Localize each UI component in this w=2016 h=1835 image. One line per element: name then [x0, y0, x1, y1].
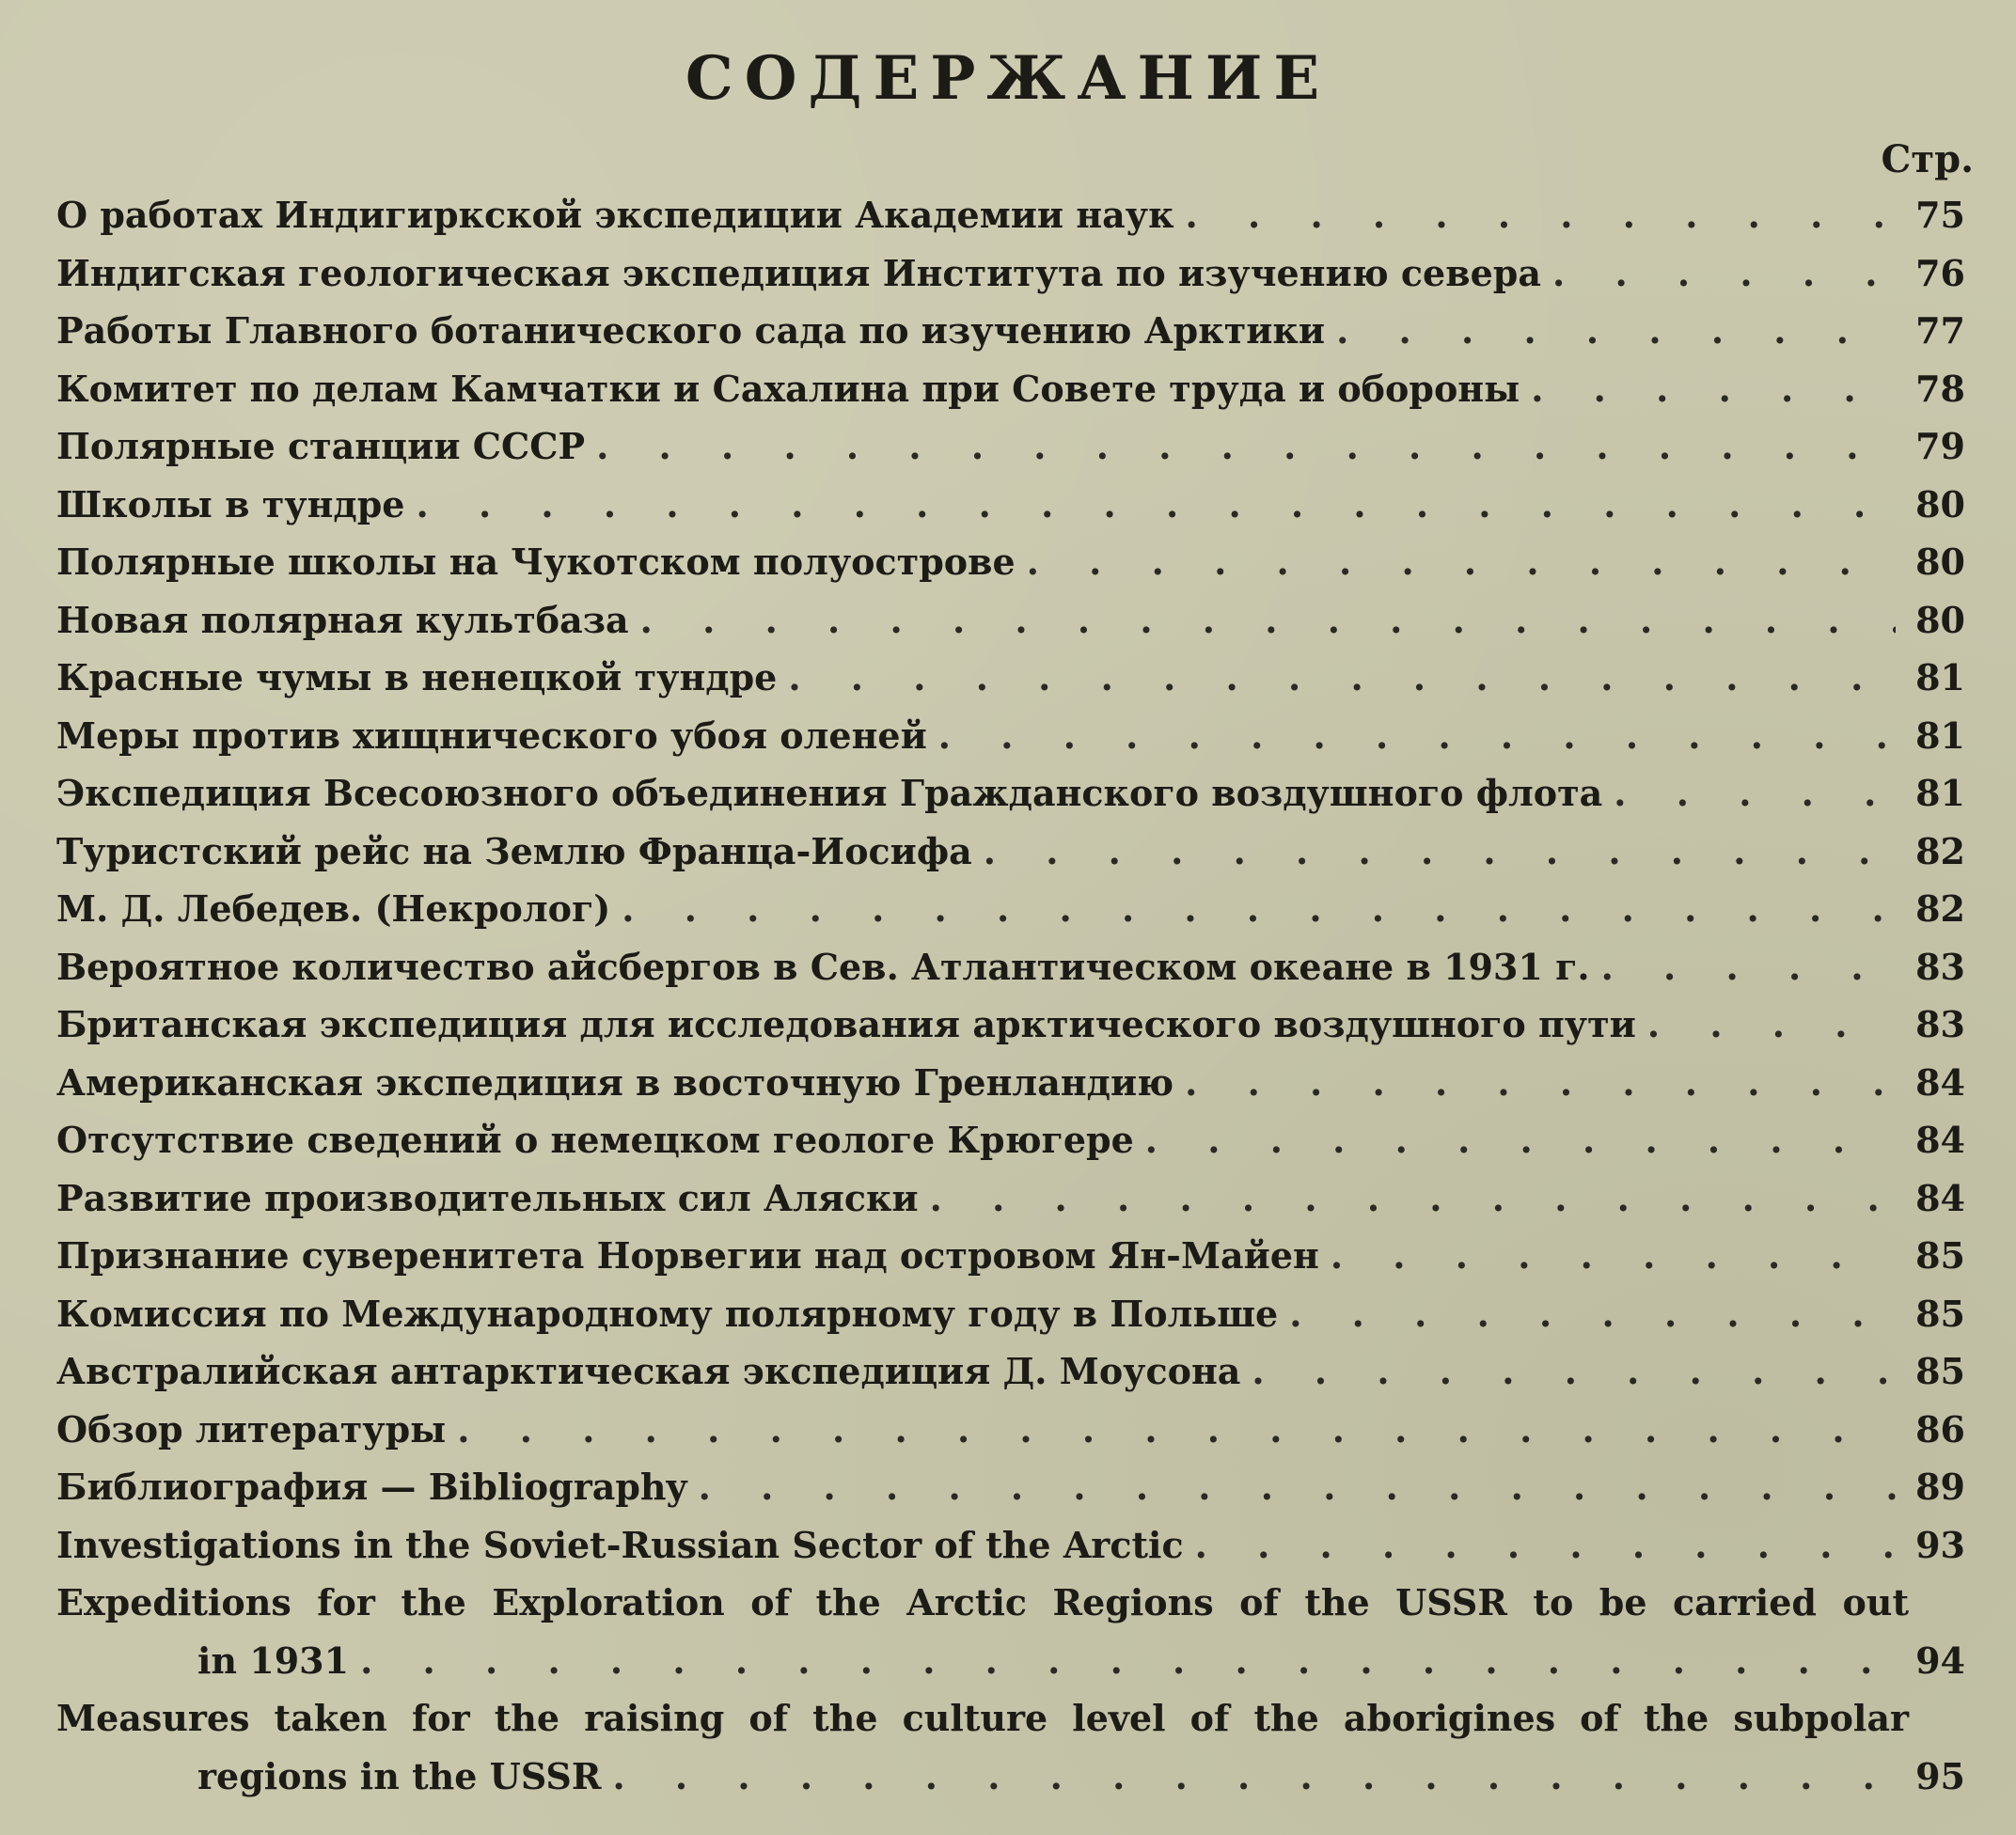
toc-entry-title: Комитет по делам Камчатки и Сахалина при Совете труда и обороны	[56, 367, 1520, 410]
toc-entry	[56, 591, 1965, 650]
toc-entry-page: 81	[1915, 772, 1965, 814]
dot-leader	[629, 591, 1896, 650]
toc-entry-page: 83	[1915, 1003, 1965, 1045]
table-of-contents	[56, 186, 1965, 1805]
toc-entry-page: 75	[1915, 194, 1965, 236]
toc-entry-page: 84	[1915, 1060, 1965, 1104]
toc-entry-title: О работах Индигиркской экспедиции Академии наук	[56, 194, 1174, 236]
toc-entry	[56, 823, 1965, 881]
toc-entry	[56, 649, 1965, 707]
page-title: СОДЕРЖАНИЕ	[685, 43, 1331, 114]
toc-entry-page: 82	[1915, 887, 1965, 930]
toc-entry-title: Индигская геологическая экспедиция Института по изучению севера	[56, 251, 1541, 294]
dot-leader	[446, 1401, 1896, 1459]
toc-entry	[56, 764, 1965, 823]
toc-entry	[56, 302, 1965, 360]
toc-entry-title-line2: regions in the USSR	[197, 1754, 602, 1797]
page-column-label: Стр.	[1881, 137, 1974, 181]
toc-entry-wrapped	[56, 1574, 1965, 1689]
toc-entry-page: 85	[1915, 1292, 1965, 1335]
toc-entry-title-line2: in 1931	[197, 1639, 350, 1682]
toc-entry-page: 84	[1915, 1119, 1965, 1161]
toc-entry	[56, 1458, 1965, 1516]
toc-entry-page: 80	[1915, 482, 1965, 525]
toc-entry-page: 85	[1915, 1234, 1965, 1277]
dot-leader	[1240, 1342, 1896, 1401]
dot-leader	[1174, 186, 1896, 244]
dot-leader	[1636, 996, 1896, 1054]
toc-entry-page: 85	[1915, 1350, 1965, 1392]
toc-entry-page: 93	[1915, 1523, 1965, 1566]
dot-leader	[1602, 764, 1896, 823]
toc-entry	[56, 1342, 1965, 1401]
toc-entry	[56, 1054, 1965, 1112]
toc-entry-title: Меры против хищнического убоя оленей	[56, 714, 927, 757]
toc-entry-line2	[56, 1632, 1965, 1690]
toc-entry-page: 83	[1915, 945, 1965, 988]
dot-leader	[1184, 1516, 1896, 1575]
toc-entry	[56, 186, 1965, 244]
toc-entry	[56, 1227, 1965, 1285]
toc-entry-title: Новая полярная культбаза	[56, 598, 629, 641]
toc-entry	[56, 1401, 1965, 1459]
toc-entry-line2	[56, 1748, 1965, 1806]
toc-entry-title: Австралийская антарктическая экспедиция Д. Моусона	[56, 1350, 1241, 1392]
dot-leader	[1016, 533, 1896, 591]
toc-entry-page: 79	[1915, 425, 1965, 467]
toc-entry-page: 80	[1915, 541, 1965, 583]
toc-entry-title: Туристский рейс на Землю Франца-Иосифа	[56, 829, 972, 872]
toc-entry-title: Работы Главного ботанического сада по изучению Арктики	[56, 309, 1326, 352]
toc-entry	[56, 1169, 1965, 1228]
toc-entry-page: 86	[1915, 1407, 1965, 1451]
toc-entry-title: Обзор литературы	[56, 1407, 447, 1451]
dot-leader	[1278, 1285, 1896, 1343]
toc-entry-title-line1: Measures taken for the raising of the culture level of the aborigines of the subpolar	[56, 1697, 1909, 1739]
dot-leader	[610, 880, 1896, 938]
toc-entry-page: 81	[1915, 656, 1965, 698]
toc-entry-title: Полярные станции СССР	[56, 425, 586, 467]
dot-leader	[1319, 1227, 1896, 1285]
dot-leader	[1173, 1054, 1896, 1112]
dot-leader	[919, 1169, 1896, 1228]
toc-entry-title: Красные чумы в ненецкой тундре	[56, 656, 778, 698]
toc-entry-title: Школы в тундре	[56, 482, 405, 525]
toc-entry-title: Британская экспедиция для исследования арктического воздушного пути	[56, 1003, 1636, 1045]
toc-entry	[56, 476, 1965, 534]
toc-entry-page: 94	[1915, 1639, 1965, 1682]
dot-leader	[601, 1748, 1896, 1806]
toc-entry-page: 82	[1915, 829, 1965, 872]
toc-entry	[56, 417, 1965, 476]
dot-leader	[1325, 302, 1896, 360]
toc-entry-title: Библиография — Bibliography	[56, 1466, 687, 1508]
toc-entry-title: М. Д. Лебедев. (Некролог)	[56, 887, 611, 930]
dot-leader	[349, 1632, 1896, 1690]
toc-entry-title: Развитие производительных сил Аляски	[56, 1176, 919, 1219]
toc-entry	[56, 533, 1965, 591]
toc-entry	[56, 707, 1965, 765]
dot-leader	[1590, 938, 1896, 996]
toc-entry	[56, 1285, 1965, 1343]
toc-entry-page: 89	[1915, 1466, 1965, 1508]
toc-entry-title: Полярные школы на Чукотском полуострове	[56, 541, 1016, 583]
toc-entry	[56, 360, 1965, 418]
toc-entry-title: Отсутствие сведений о немецком геологе Крюгере	[56, 1119, 1134, 1161]
toc-entry-title-line1: Expeditions for the Exploration of the Arctic Regions of the USSR to be carried out	[56, 1581, 1909, 1623]
toc-entry-page: 78	[1915, 367, 1965, 410]
toc-entry-page: 76	[1915, 251, 1965, 294]
dot-leader	[585, 417, 1896, 476]
toc-entry-title: Комиссия по Международному полярному году в Польше	[56, 1292, 1279, 1335]
dot-leader	[404, 476, 1896, 534]
dot-leader	[1520, 360, 1896, 418]
dot-leader	[1134, 1111, 1896, 1169]
toc-entry	[56, 244, 1965, 303]
toc-entry-page: 77	[1915, 309, 1965, 352]
toc-entry-page: 84	[1915, 1176, 1965, 1219]
toc-entry-title: Investigations in the Soviet-Russian Sector of the Arctic	[56, 1523, 1184, 1566]
toc-entry-wrapped	[56, 1689, 1965, 1805]
dot-leader	[972, 823, 1896, 881]
toc-entry	[56, 996, 1965, 1054]
dot-leader	[687, 1458, 1896, 1516]
toc-entry	[56, 1111, 1965, 1169]
toc-entry	[56, 880, 1965, 938]
toc-entry-title: Признание суверенитета Норвегии над островом Ян-Майен	[56, 1234, 1319, 1277]
toc-entry	[56, 1516, 1965, 1575]
dot-leader	[1541, 244, 1896, 303]
toc-entry-page: 81	[1915, 714, 1965, 757]
toc-entry-title: Вероятное количество айсбергов в Сев. Атлантическом океане в 1931 г.	[56, 945, 1590, 988]
dot-leader	[777, 649, 1896, 707]
toc-entry	[56, 938, 1965, 996]
toc-entry-page: 80	[1915, 598, 1965, 641]
toc-entry-title: Экспедиция Всесоюзного объединения Гражданского воздушного флота	[56, 772, 1603, 814]
toc-entry-title: Американская экспедиция в восточную Гренландию	[56, 1060, 1174, 1104]
dot-leader	[927, 707, 1896, 765]
toc-entry-page: 95	[1915, 1754, 1965, 1797]
